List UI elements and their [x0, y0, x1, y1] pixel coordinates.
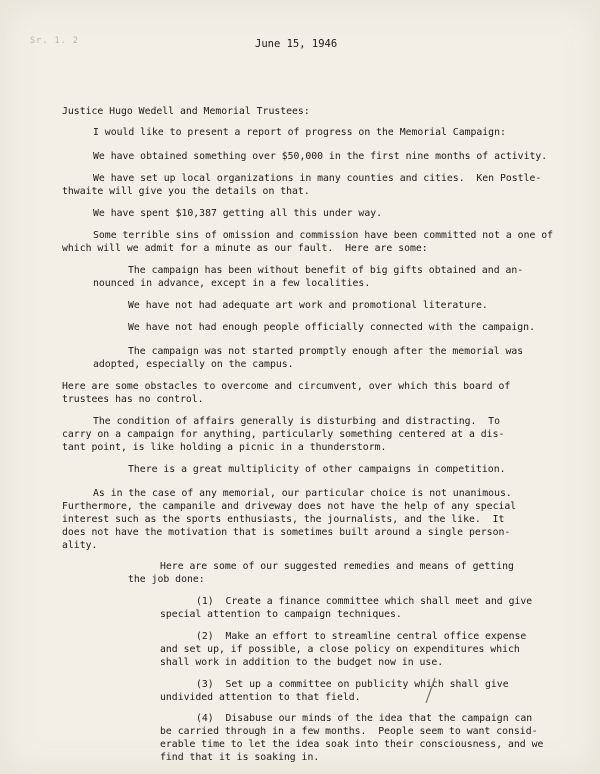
paragraph-line: I would like to present a report of progress on the Memorial Campaign: — [93, 127, 506, 138]
paragraph-line: We have set up local organizations in many counties and cities. Ken Postle- — [93, 173, 542, 184]
paragraph-line: We have not had enough people officially connected with the campaign. — [128, 322, 535, 333]
remedy-line: (2) Make an effort to streamline central office expense — [196, 631, 527, 642]
paragraph-line: trustees has no control. — [62, 394, 204, 405]
remedy-line: (1) Create a finance committee which shall meet and give — [196, 596, 533, 607]
paragraph-line: carry on a campaign for anything, particularly something centered at a dis- — [62, 429, 505, 440]
paragraph-line: nounced in advance, except in a few localities. — [93, 278, 371, 289]
paragraph-line: We have obtained something over $50,000 in the first nine months of activity. — [93, 151, 548, 162]
remedy-line: erable time to let the idea soak into their consciousness, and we — [160, 739, 544, 750]
paragraph-line: tant point, is like holding a picnic in a thunderstorm. — [62, 442, 387, 453]
remedy-line: find that it is soaking in. — [160, 752, 320, 763]
paragraph-line: The condition of affairs generally is disturbing and distracting. To — [93, 416, 500, 427]
paragraph-line: Some terrible sins of omission and commission have been committed not a one of — [93, 230, 554, 241]
paragraph-line: The campaign was not started promptly enough after the memorial was — [128, 346, 524, 357]
paragraph-line: Here are some obstacles to overcome and circumvent, over which this board of — [62, 381, 511, 392]
paragraph-line: adopted, especially on the campus. — [93, 359, 294, 370]
paragraph-line: interest such as the sports enthusiasts, the journalists, and the like. It — [62, 514, 505, 525]
remedy-line: (4) Disabuse our minds of the idea that the campaign can — [196, 713, 533, 724]
remedy-line: special attention to campaign techniques. — [160, 609, 402, 620]
remedy-line: be carried through in a few months. People seem to want consid- — [160, 726, 538, 737]
salutation: Justice Hugo Wedell and Memorial Trustees: — [62, 106, 310, 117]
remedy-line: and set up, if possible, a close policy on expenditures which — [160, 644, 520, 655]
pencil-mark: Sr. 1. 2 — [30, 36, 79, 46]
paragraph-line: Furthermore, the campanile and driveway does not have the help of any special — [62, 501, 517, 512]
remedy-line: (3) Set up a committee on publicity which shall give — [196, 679, 509, 690]
paragraph-line: Here are some of our suggested remedies and means of getting — [160, 561, 514, 572]
paragraph-line: As in the case of any memorial, our particular choice is not unanimous. — [93, 488, 512, 499]
paragraph-line: the job done: — [128, 574, 205, 585]
paragraph-line: The campaign has been without benefit of big gifts obtained and an- — [128, 265, 524, 276]
letter-date: June 15, 1946 — [255, 38, 338, 50]
remedy-line: undivided attention to that field. — [160, 692, 361, 703]
paragraph-line: thwaite will give you the details on that. — [62, 186, 310, 197]
paragraph-line: does not have the motivation that is sometimes built around a single person- — [62, 527, 511, 538]
paragraph-line: which will we admit for a minute as our fault. Here are some: — [62, 243, 428, 254]
paragraph-line: There is a great multiplicity of other campaigns in competition. — [128, 464, 506, 475]
paragraph-line: ality. — [62, 540, 98, 551]
paragraph-line: We have spent $10,387 getting all this under way. — [93, 208, 383, 219]
remedy-line: shall work in addition to the budget now in use. — [160, 657, 444, 668]
paragraph-line: We have not had adequate art work and promotional literature. — [128, 300, 488, 311]
pencil-stroke-mark — [420, 676, 440, 706]
